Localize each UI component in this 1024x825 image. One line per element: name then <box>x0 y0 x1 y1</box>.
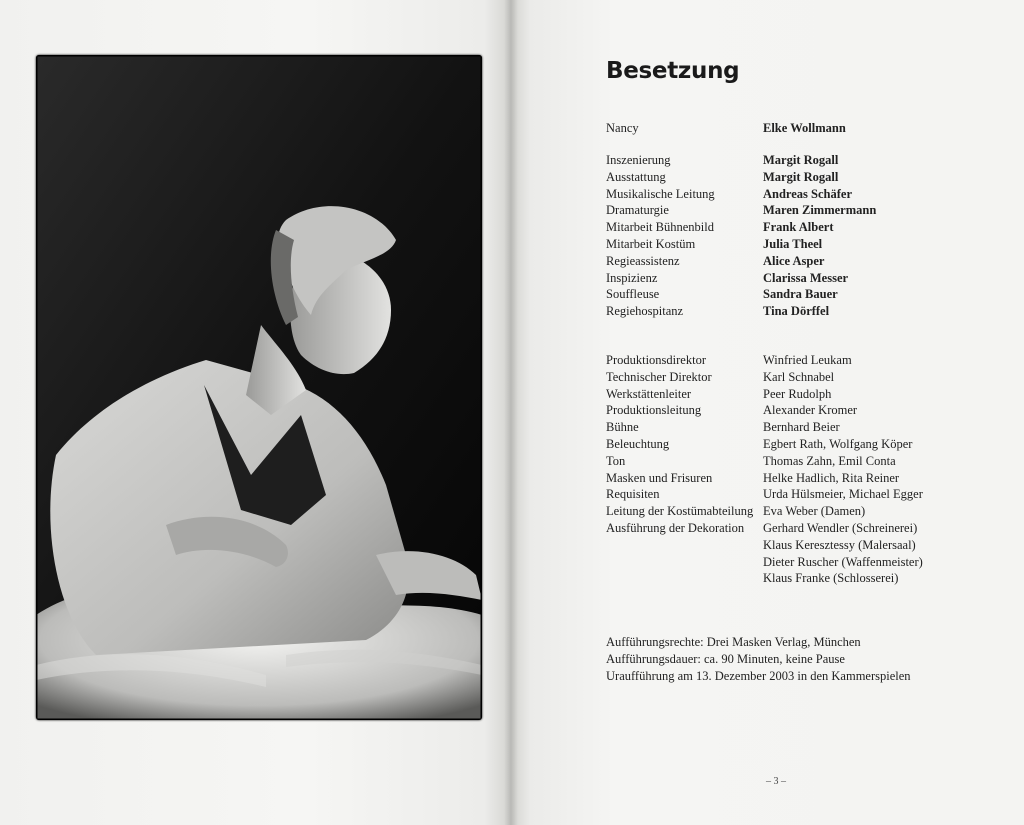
credit-role: Bühne <box>606 420 639 435</box>
credit-row <box>606 120 966 137</box>
credit-row <box>606 570 966 587</box>
credit-role <box>606 537 763 554</box>
credit-role: Souffleuse <box>606 287 660 302</box>
note-premiere: Uraufführung am 13. Dezember 2003 in den Kammerspielen <box>606 669 911 683</box>
credit-name: Klaus Franke (Schlosserei) <box>763 571 899 586</box>
credit-name: Alice Asper <box>763 253 825 268</box>
credit-name: Elke Wollmann <box>763 121 846 135</box>
credit-name: Winfried Leukam <box>763 353 852 367</box>
credit-row <box>606 352 966 369</box>
credit-role: Inszenierung <box>606 153 671 167</box>
credit-name: Clarissa Messer <box>763 270 849 285</box>
note-rights: Aufführungsrechte: Drei Masken Verlag, München <box>606 635 861 649</box>
artistic-team-list <box>606 152 966 320</box>
credit-row <box>606 152 966 169</box>
credit-row <box>606 386 966 403</box>
credit-role: Dramaturgie <box>606 203 669 218</box>
credit-row <box>606 554 966 571</box>
credit-name: Bernhard Beier <box>763 420 840 435</box>
credit-role: Mitarbeit Bühnenbild <box>606 220 714 235</box>
credit-name: Andreas Schäfer <box>763 186 853 201</box>
credit-row <box>606 202 966 219</box>
credit-role: Leitung der Kostümabteilung <box>606 504 754 519</box>
credit-role: Ton <box>606 453 626 468</box>
credit-name: Sandra Bauer <box>763 287 838 302</box>
credit-role: Beleuchtung <box>606 436 670 451</box>
credit-role <box>606 554 763 571</box>
credit-row <box>606 453 966 470</box>
page-title: Besetzung <box>606 58 740 84</box>
credit-name: Karl Schnabel <box>763 369 835 384</box>
page-number: – 3 – <box>766 776 786 787</box>
credit-role: Werkstättenleiter <box>606 386 692 401</box>
credit-name: Margit Rogall <box>763 169 839 184</box>
credit-row <box>606 286 966 303</box>
production-notes <box>606 634 911 685</box>
credit-row <box>606 436 966 453</box>
credit-row <box>606 186 966 203</box>
credit-role: Ausstattung <box>606 169 666 184</box>
credit-name: Egbert Rath, Wolfgang Köper <box>763 436 913 451</box>
credit-name: Margit Rogall <box>763 153 839 167</box>
credit-row <box>606 219 966 236</box>
technical-team-list <box>606 352 966 587</box>
credit-name: Alexander Kromer <box>763 403 858 418</box>
credit-row <box>606 486 966 503</box>
credit-name: Klaus Keresztessy (Malersaal) <box>763 537 916 552</box>
credit-row <box>606 537 966 554</box>
credit-role: Nancy <box>606 121 639 135</box>
credit-name: Tina Dörffel <box>763 304 830 319</box>
credit-name: Julia Theel <box>763 236 823 251</box>
credit-role: Produktionsdirektor <box>606 353 706 367</box>
lead-cast-list <box>606 120 966 137</box>
credit-role: Mitarbeit Kostüm <box>606 236 696 251</box>
credit-role: Requisiten <box>606 487 660 502</box>
credit-row <box>606 270 966 287</box>
credit-role: Produktionsleitung <box>606 403 702 418</box>
credit-row <box>606 520 966 537</box>
credit-row <box>606 236 966 253</box>
credit-name: Gerhard Wendler (Schreinerei) <box>763 520 918 535</box>
book-gutter <box>504 0 518 825</box>
credit-name: Dieter Ruscher (Waffenmeister) <box>763 554 923 569</box>
performer-photo <box>36 55 482 720</box>
credit-row <box>606 503 966 520</box>
credit-role: Inspizienz <box>606 270 658 285</box>
credit-row <box>606 303 966 320</box>
credit-role: Regieassistenz <box>606 253 680 268</box>
credit-name: Frank Albert <box>763 220 834 235</box>
credit-role: Regiehospitanz <box>606 304 684 319</box>
credit-role: Ausführung der Dekoration <box>606 520 745 535</box>
credit-name: Thomas Zahn, Emil Conta <box>763 453 896 468</box>
credit-name: Peer Rudolph <box>763 386 832 401</box>
credit-role: Technischer Direktor <box>606 369 712 384</box>
credit-row <box>606 253 966 270</box>
credit-name: Eva Weber (Damen) <box>763 504 866 519</box>
credit-row <box>606 419 966 436</box>
left-page <box>0 0 510 825</box>
credit-name: Urda Hülsmeier, Michael Egger <box>763 487 923 502</box>
credit-name: Maren Zimmermann <box>763 203 877 218</box>
note-duration: Aufführungsdauer: ca. 90 Minuten, keine Pause <box>606 652 845 666</box>
credit-role: Masken und Frisuren <box>606 470 713 485</box>
credit-row <box>606 402 966 419</box>
credit-row <box>606 470 966 487</box>
credit-name: Helke Hadlich, Rita Reiner <box>763 470 900 485</box>
credit-row <box>606 369 966 386</box>
credit-role: Musikalische Leitung <box>606 186 715 201</box>
credit-role <box>606 570 763 587</box>
credit-row <box>606 169 966 186</box>
